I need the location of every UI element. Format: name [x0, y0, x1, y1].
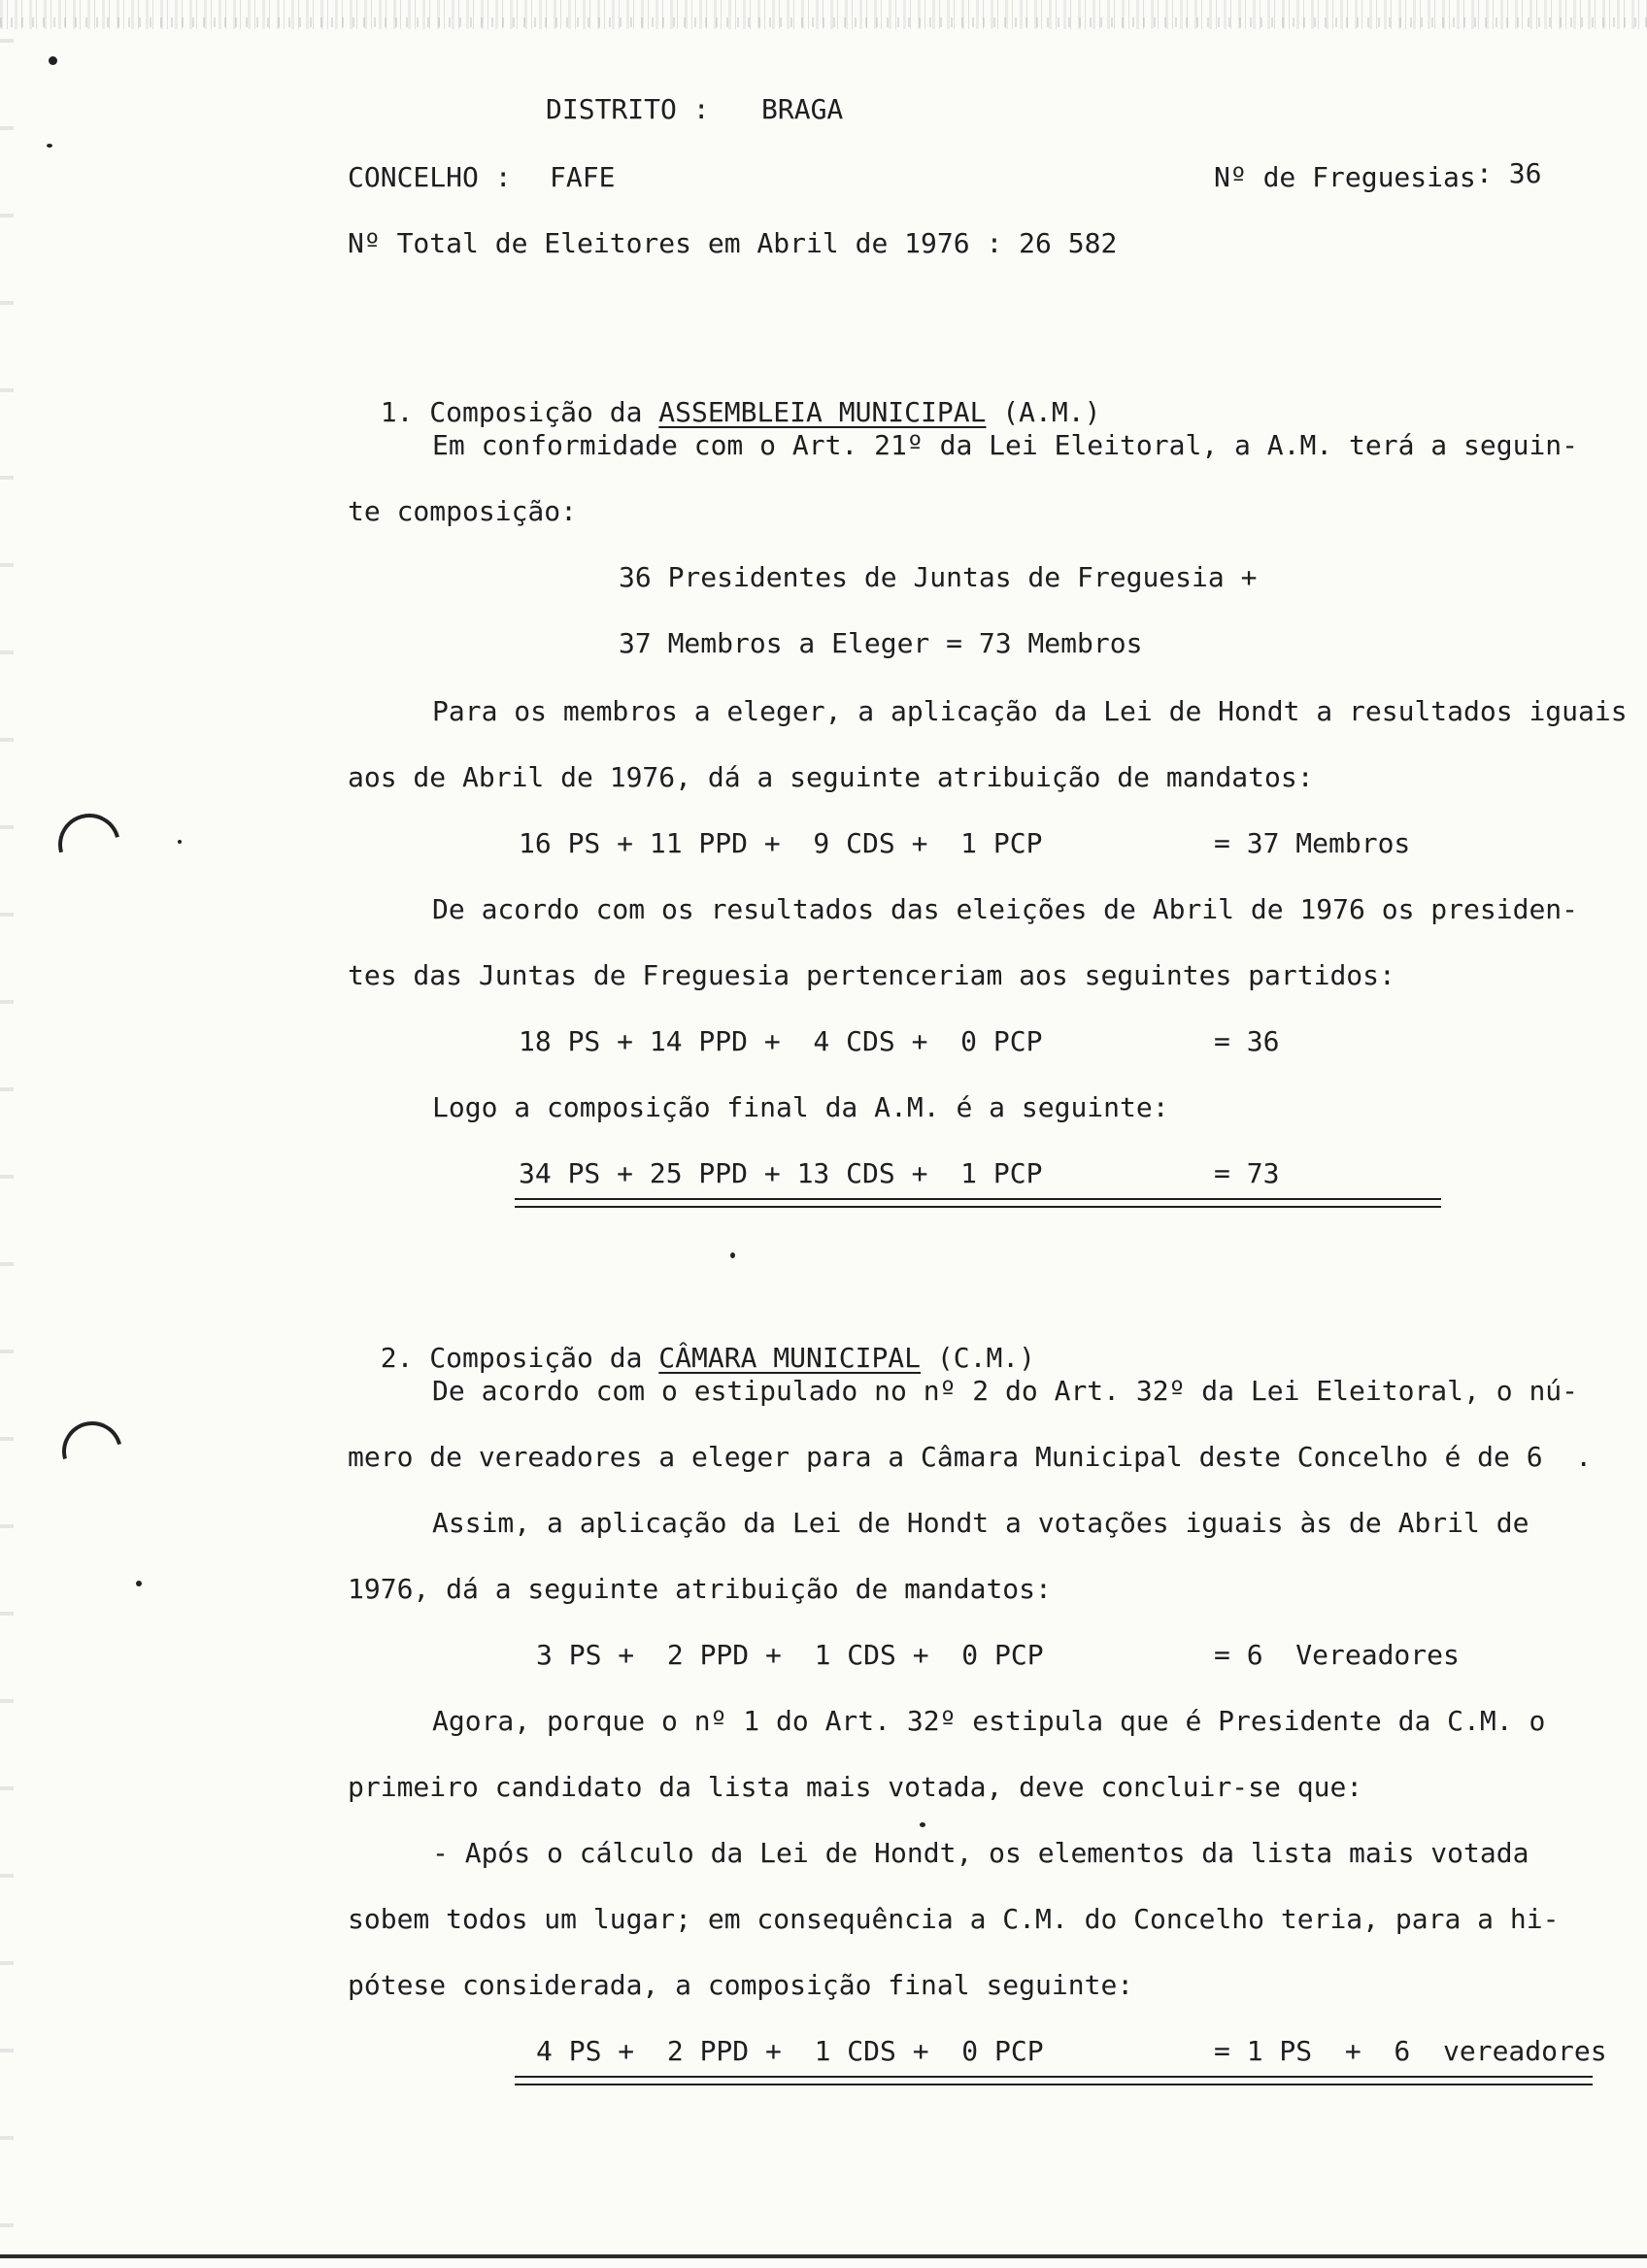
section1-p3-line1: De acordo com os resultados das eleições de Abril de 1976 os presiden-	[432, 893, 1579, 925]
speck	[920, 1822, 925, 1827]
scan-bottom-edge	[0, 2254, 1647, 2258]
section1-eq1-right: = 37 Membros	[1214, 827, 1411, 859]
punch-dot	[49, 56, 57, 65]
section1-total-rule-1	[515, 1198, 1441, 1200]
section2-total-rule-2	[515, 2084, 1593, 2085]
section1-list-line2: 37 Membros a Eleger = 73 Membros	[619, 627, 1143, 659]
section2-title-underlined: CÂMARA MUNICIPAL	[658, 1342, 922, 1374]
section1-p3-line2: tes das Juntas de Freguesia pertenceriam aos seguintes partidos:	[348, 959, 1395, 991]
section2-p4-line2: sobem todos um lugar; em consequência a C.M. do Concelho teria, para a hi-	[348, 1903, 1560, 1935]
section1-eq3-left: 34 PS + 25 PPD + 13 CDS + 1 PCP	[519, 1157, 1043, 1189]
section2-p3-line1: Agora, porque o nº 1 do Art. 32º estipula que é Presidente da C.M. o	[432, 1705, 1546, 1737]
freguesias-label: Nº de Freguesias	[1214, 161, 1476, 193]
section1-eq1-left: 16 PS + 11 PPD + 9 CDS + 1 PCP	[519, 827, 1043, 859]
speck	[730, 1252, 735, 1258]
section2-p4-line1: - Após o cálculo da Lei de Hondt, os elementos da lista mais votada	[432, 1837, 1529, 1869]
section2-eq1-right: = 6 Vereadores	[1214, 1639, 1460, 1671]
section1-p4-line1: Logo a composição final da A.M. é a seguinte:	[432, 1091, 1169, 1123]
section2-title-prefix: 2. Composição da	[380, 1342, 659, 1374]
section1-eq3-right: = 73	[1214, 1157, 1280, 1189]
scan-edge-left	[0, 0, 14, 2268]
section2-eq2-left: 4 PS + 2 PPD + 1 CDS + 0 PCP	[536, 2035, 1044, 2067]
section1-title	[348, 363, 1100, 429]
concelho-value: FAFE	[550, 161, 616, 193]
section1-p2-line2: aos de Abril de 1976, dá a seguinte atribuição de mandatos:	[348, 761, 1314, 793]
section2-p3-line2: primeiro candidato da lista mais votada, deve concluir-se que:	[348, 1771, 1363, 1803]
section2-p4-line3: pótese considerada, a composição final seguinte:	[348, 1969, 1134, 2001]
section1-eq2-right: = 36	[1214, 1025, 1280, 1057]
section1-list-line1: 36 Presidentes de Juntas de Freguesia +	[619, 561, 1258, 593]
section2-total-rule-1	[515, 2076, 1593, 2078]
binder-hole-arc	[47, 802, 131, 886]
concelho-label: CONCELHO :	[348, 161, 512, 193]
section1-title-prefix: 1. Composição da	[380, 396, 659, 428]
section2-p2-line2: 1976, dá a seguinte atribuição de mandatos:	[348, 1573, 1052, 1605]
section1-p1-line2: te composição:	[348, 495, 578, 527]
distrito-value: BRAGA	[761, 93, 844, 125]
distrito-label: DISTRITO :	[546, 93, 710, 125]
section2-title-suffix: (C.M.)	[921, 1342, 1036, 1374]
section2-p1-line1: De acordo com o estipulado no nº 2 do Art. 32º da Lei Eleitoral, o nú-	[432, 1375, 1579, 1407]
section2-p2-line1: Assim, a aplicação da Lei de Hondt a votações iguais às de Abril de	[432, 1507, 1529, 1539]
section1-p2-line1: Para os membros a eleger, a aplicação da Lei de Hondt a resultados iguais	[432, 695, 1628, 727]
section1-title-suffix: (A.M.)	[986, 396, 1101, 428]
section2-title	[348, 1309, 1035, 1375]
section1-title-underlined: ASSEMBLEIA MUNICIPAL	[658, 396, 987, 428]
section1-eq2-left: 18 PS + 14 PPD + 4 CDS + 0 PCP	[519, 1025, 1043, 1057]
section2-eq1-left: 3 PS + 2 PPD + 1 CDS + 0 PCP	[536, 1639, 1044, 1671]
scan-noise-top-2	[0, 17, 1647, 27]
punch-dot	[47, 144, 52, 148]
freguesias-value: : 36	[1476, 157, 1542, 189]
speck	[136, 1581, 142, 1586]
binder-hole-arc	[51, 1411, 134, 1493]
speck	[178, 840, 182, 844]
section2-eq2-right: = 1 PS + 6 vereadores	[1214, 2035, 1607, 2067]
section1-p1-line1: Em conformidade com o Art. 21º da Lei Eleitoral, a A.M. terá a seguin-	[432, 429, 1579, 461]
eleitores-total: Nº Total de Eleitores em Abril de 1976 : 26 582	[348, 227, 1118, 259]
section1-total-rule-2	[515, 1206, 1441, 1208]
section2-p1-line2: mero de vereadores a eleger para a Câmara Municipal deste Concelho é de 6 .	[348, 1441, 1593, 1473]
